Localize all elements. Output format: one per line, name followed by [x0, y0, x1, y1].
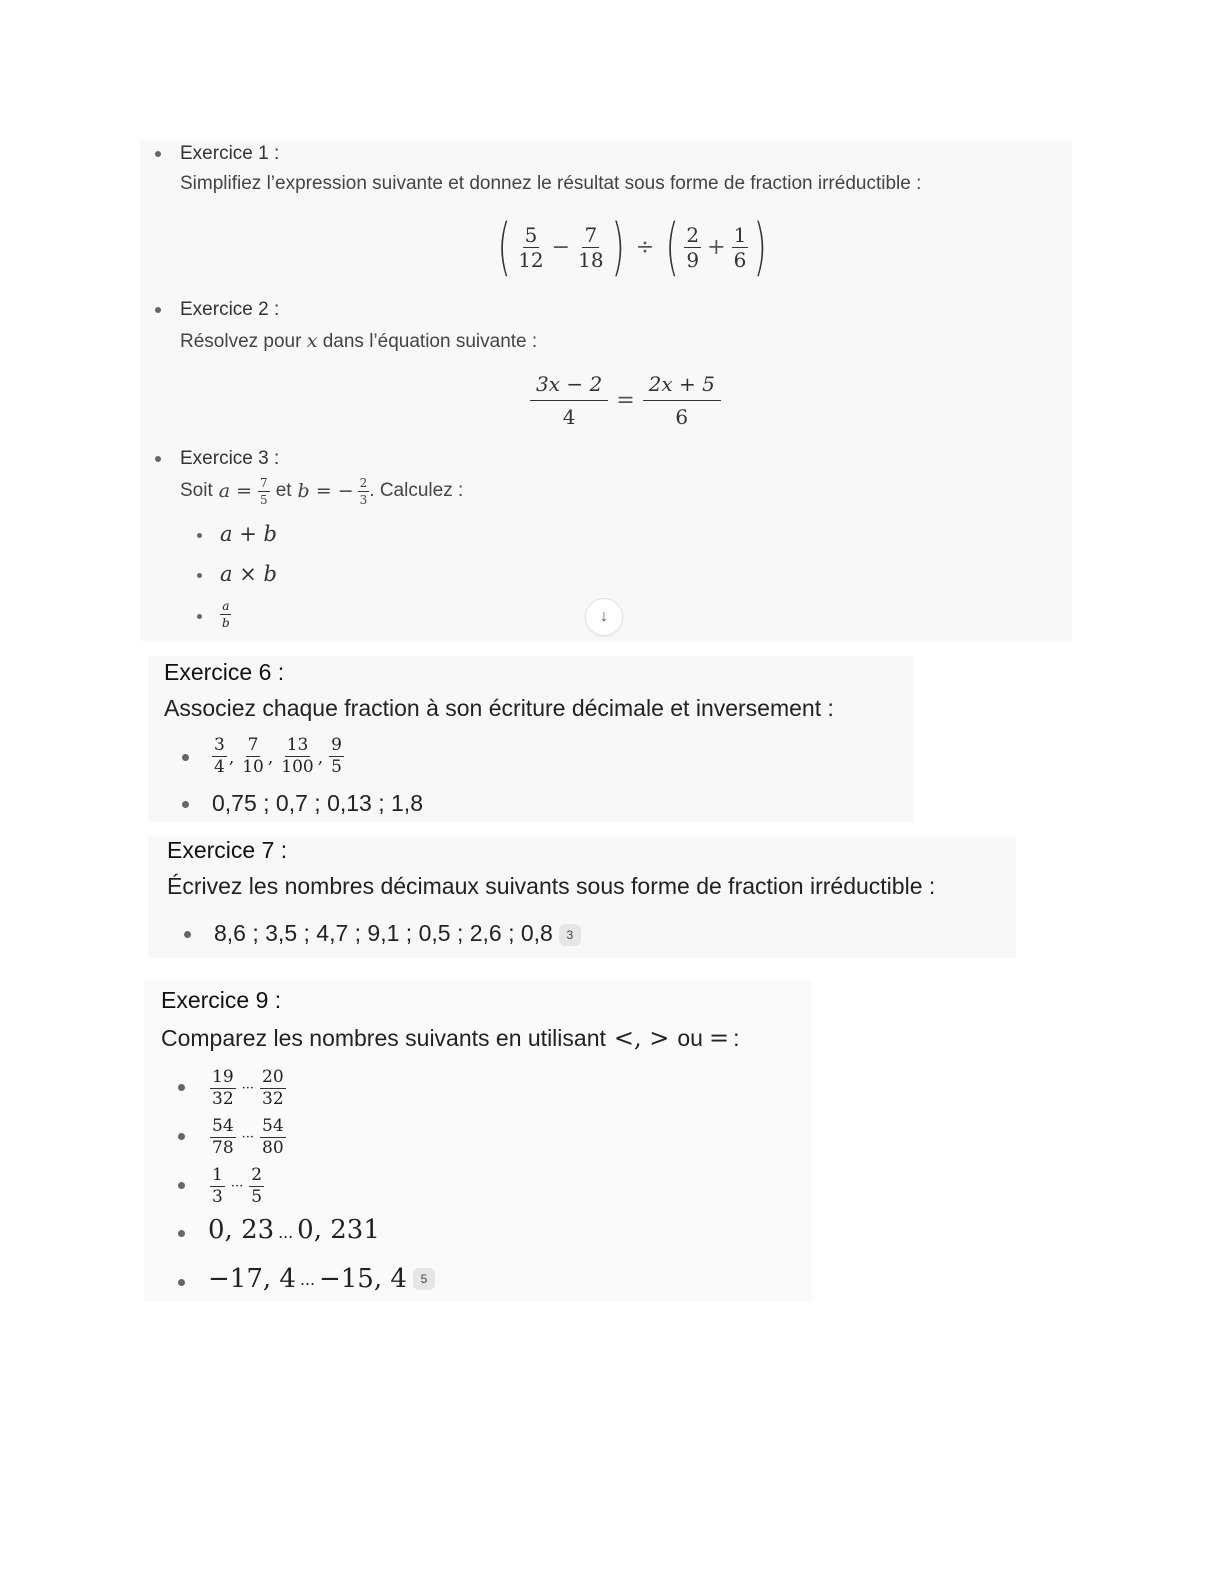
- ex1-rparen-2: ): [753, 210, 768, 283]
- ex1-lparen-1: (: [497, 210, 511, 283]
- ex9-c1-frac-left: [210, 1066, 236, 1109]
- ex6-f1-num: 3: [214, 734, 225, 755]
- ex9-c2-d1: 78: [212, 1137, 234, 1158]
- ex9-c3-d2: 5: [251, 1186, 263, 1207]
- ex1-f1-num: 5: [524, 222, 538, 247]
- ex3-item-a-over-b: [220, 600, 232, 629]
- ex6-f4-den: 5: [331, 756, 342, 777]
- ex1-rparen-1: ): [610, 210, 625, 283]
- ex3-b-num: 2: [359, 475, 368, 490]
- ex9-c2-frac-left: [210, 1115, 236, 1158]
- ex6-f2-num: 7: [247, 734, 259, 755]
- ex3-item3-den: b: [222, 616, 230, 630]
- ex9-comparison-2: [210, 1115, 286, 1159]
- ex3-a-fraction: [258, 477, 270, 506]
- ex1-instruction: Simplifiez l’expression suivante et donnez le résultat sous forme de fraction irréductible :: [180, 173, 922, 194]
- ex1-f3-den: 9: [686, 247, 700, 272]
- ex2-lhs-num: 3x − 2: [530, 374, 608, 401]
- ex9-c3-d1: 3: [212, 1186, 223, 1207]
- ex9-symbol-eq: =: [708, 1024, 730, 1052]
- ex9-colon: :: [733, 1024, 740, 1051]
- exercise-9-panel: [144, 980, 812, 1302]
- arrow-down-icon: ↓: [600, 608, 608, 625]
- ex1-f2-den: 18: [578, 247, 604, 272]
- ex9-instruction-before: Comparez les nombres suivants en utilisant: [161, 1024, 606, 1051]
- citation-badge-5[interactable]: 5: [413, 1268, 435, 1290]
- ex1-divide: ÷: [635, 234, 655, 260]
- ex6-f3-den: 100: [281, 756, 314, 777]
- ex2-title: Exercice 2 :: [180, 299, 280, 320]
- ex1-fraction-7-18: [576, 222, 605, 272]
- ex9-c1-n2: 20: [262, 1066, 284, 1087]
- ex9-c1-dots: ···: [241, 1080, 255, 1096]
- ex2-lhs-den: 4: [562, 404, 576, 429]
- bullet-ex9-c4: [178, 1230, 185, 1237]
- bullet-ex9-c3: [178, 1182, 185, 1189]
- ex1-fraction-5-12: [516, 222, 545, 272]
- ex9-c5-ellipsis: ...: [299, 1268, 315, 1289]
- ex3-b-fraction: [358, 477, 370, 506]
- ex9-comparison-1: [210, 1066, 286, 1110]
- bullet-ex3-item3: [197, 614, 202, 619]
- ex1-lparen-2: (: [665, 210, 679, 283]
- ex6-fraction-3: [279, 734, 315, 777]
- bullet-ex1: [155, 151, 161, 157]
- ex3-item3-fraction: [220, 600, 232, 629]
- ex1-expression: [492, 210, 773, 283]
- ex6-fraction-2: [240, 734, 266, 777]
- ex3-soit: Soit: [180, 480, 213, 501]
- ex9-c1-d2: 32: [262, 1088, 284, 1109]
- ex9-comparison-5: [208, 1264, 435, 1294]
- ex7-numbers: 8,6 ; 3,5 ; 4,7 ; 9,1 ; 0,5 ; 2,6 ; 0,8: [214, 920, 553, 946]
- ex3-item3-num: a: [222, 599, 230, 613]
- ex6-fraction-1: [212, 734, 227, 777]
- ex6-f4-num: 9: [331, 734, 342, 755]
- ex9-ou: ou: [677, 1024, 703, 1051]
- ex9-c2-d2: 80: [262, 1137, 284, 1158]
- ex9-c3-frac-left: [210, 1164, 225, 1207]
- ex2-instruction: [180, 330, 537, 353]
- ex9-c3-dots: ···: [230, 1178, 244, 1194]
- bullet-ex9-c2: [178, 1133, 185, 1140]
- ex6-fraction-4: [329, 734, 344, 777]
- bullet-ex6-fractions: [182, 754, 189, 761]
- ex9-c5-right: −15, 4: [318, 1264, 407, 1294]
- ex6-comma-1: ,: [228, 748, 235, 768]
- ex6-f2-den: 10: [242, 756, 264, 777]
- ex1-minus: −: [551, 234, 571, 260]
- ex3-a-num: 7: [260, 475, 268, 490]
- bullet-ex3-item2: [197, 573, 202, 578]
- ex2-rhs-den: 6: [675, 404, 689, 429]
- ex3-et: et: [275, 480, 292, 501]
- ex3-b-den: 3: [359, 492, 368, 507]
- ex2-instruction-before: Résolvez pour: [180, 331, 302, 352]
- ex3-calculez: . Calculez :: [369, 480, 464, 501]
- bullet-ex2: [155, 307, 161, 313]
- bullet-ex6-decimals: [182, 801, 189, 808]
- bullet-ex9-c5: [178, 1279, 185, 1286]
- ex9-c2-n1: 54: [212, 1115, 234, 1136]
- ex9-c2-dots: ···: [241, 1129, 255, 1145]
- ex9-c4-right: 0, 231: [297, 1215, 380, 1245]
- ex3-item-a-times-b: a × b: [220, 562, 277, 586]
- ex9-c3-n2: 2: [251, 1164, 263, 1185]
- ex9-title: Exercice 9 :: [161, 987, 282, 1013]
- bullet-ex7: [184, 931, 191, 938]
- ex1-fraction-2-9: [684, 222, 701, 272]
- ex6-instruction: Associez chaque fraction à son écriture décimale et inversement :: [164, 695, 834, 721]
- citation-badge-3[interactable]: 3: [559, 924, 581, 946]
- scroll-down-button[interactable]: [585, 598, 623, 636]
- ex3-b-def: b = −: [297, 480, 354, 502]
- ex3-item-a-plus-b: a + b: [220, 522, 277, 546]
- ex3-definition: [180, 476, 463, 506]
- exercises-1-3-panel: [140, 140, 1072, 641]
- ex1-plus: +: [707, 234, 726, 260]
- exercise-6-panel: [148, 656, 914, 822]
- ex1-f3-num: 2: [686, 222, 700, 247]
- ex1-f4-num: 1: [733, 222, 747, 247]
- exercise-7-panel: [148, 836, 1016, 958]
- ex9-c1-n1: 19: [212, 1066, 234, 1087]
- ex2-instruction-after: dans l’équation suivante :: [322, 331, 538, 352]
- ex6-comma-3: ,: [317, 748, 324, 768]
- ex7-number-list: [214, 920, 581, 947]
- ex2-rhs-fraction: [643, 371, 721, 429]
- ex2-lhs-fraction: [530, 371, 608, 429]
- ex9-c2-n2: 54: [262, 1115, 284, 1136]
- ex2-rhs-num: 2x + 5: [643, 374, 721, 401]
- ex6-f1-den: 4: [214, 756, 225, 777]
- ex1-f1-den: 12: [518, 247, 544, 272]
- ex3-a-def: a =: [218, 480, 253, 502]
- ex9-comparison-3: [210, 1164, 264, 1208]
- ex7-instruction: Écrivez les nombres décimaux suivants sous forme de fraction irréductible :: [167, 873, 936, 899]
- ex6-decimals: 0,75 ; 0,7 ; 0,13 ; 1,8: [212, 790, 423, 816]
- ex7-title: Exercice 7 :: [167, 837, 288, 863]
- ex1-title: Exercice 1 :: [180, 143, 280, 164]
- ex3-title: Exercice 3 :: [180, 448, 280, 469]
- ex2-equals: =: [616, 387, 635, 413]
- ex1-fraction-1-6: [732, 222, 749, 272]
- ex6-f3-num: 13: [286, 734, 309, 755]
- ex1-f4-den: 6: [733, 247, 747, 272]
- ex9-c2-frac-right: [260, 1115, 286, 1158]
- bullet-ex3-item1: [197, 533, 202, 538]
- ex9-symbols-lt-gt: <, >: [613, 1024, 670, 1052]
- ex9-c5-left: −17, 4: [208, 1264, 296, 1294]
- bullet-ex9-c1: [178, 1084, 185, 1091]
- ex9-c4-left: 0, 23: [208, 1215, 275, 1245]
- ex9-instruction: [161, 1024, 739, 1052]
- ex2-equation: [530, 370, 721, 430]
- ex9-c3-n1: 1: [212, 1164, 223, 1185]
- ex3-a-den: 5: [260, 492, 268, 507]
- ex6-fraction-list: [212, 734, 344, 778]
- ex9-c1-frac-right: [260, 1066, 286, 1109]
- bullet-ex3: [155, 456, 161, 462]
- ex6-comma-2: ,: [267, 748, 274, 768]
- ex2-variable: x: [306, 330, 318, 352]
- ex9-c4-ellipsis: ...: [278, 1222, 294, 1242]
- ex9-comparison-4: [208, 1215, 380, 1245]
- ex6-title: Exercice 6 :: [164, 659, 285, 685]
- ex9-c3-frac-right: [249, 1164, 264, 1207]
- ex1-f2-num: 7: [584, 222, 598, 247]
- ex9-c1-d1: 32: [212, 1088, 234, 1109]
